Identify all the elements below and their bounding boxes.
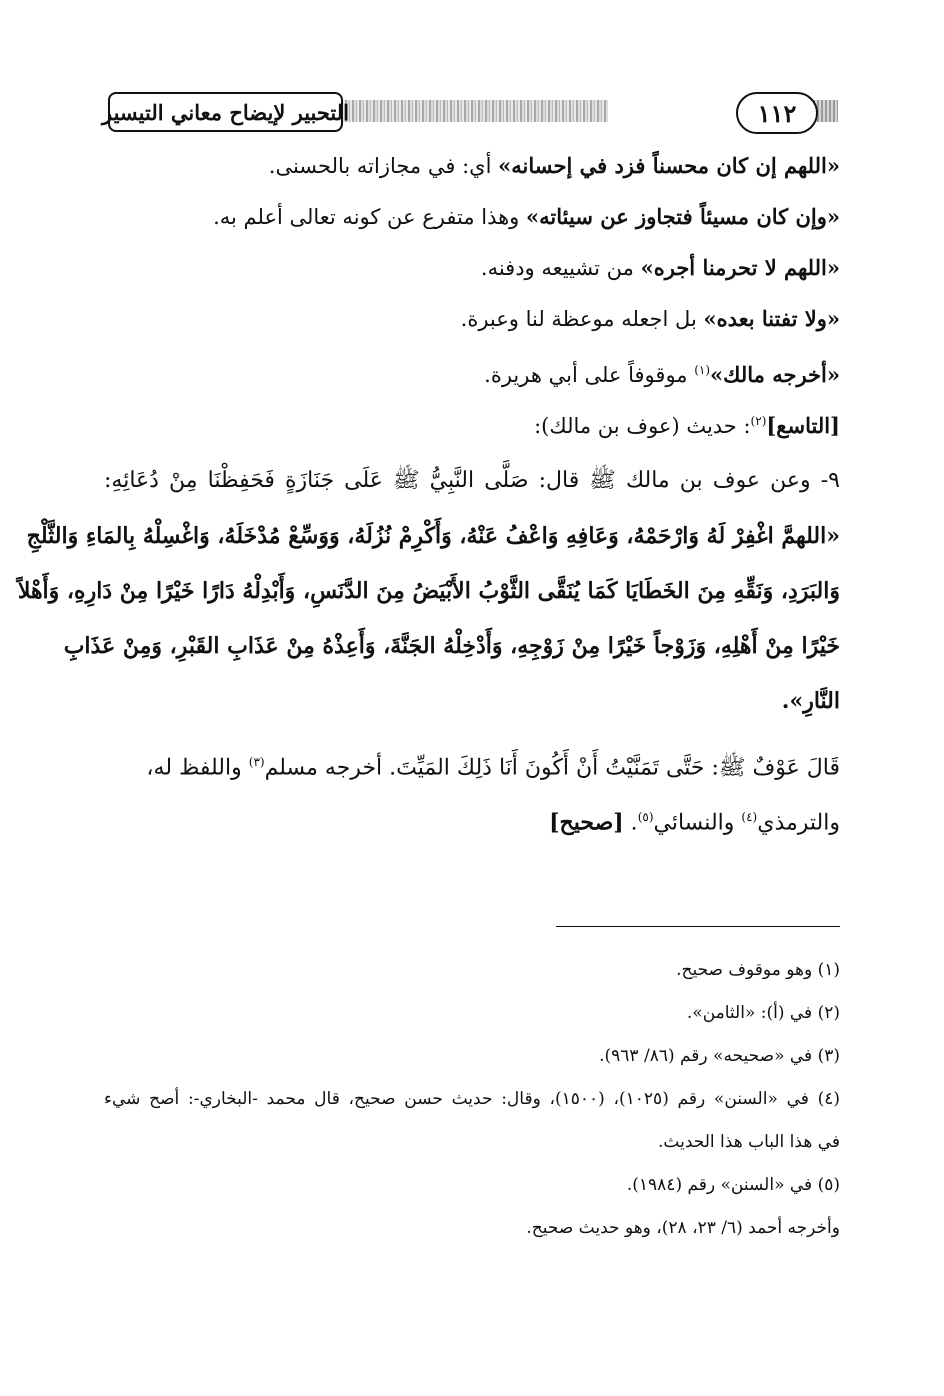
text-line	[104, 197, 840, 248]
footnote-ref: (٥)	[637, 810, 654, 824]
hadith-line: النَّارِ».	[781, 688, 840, 714]
section-heading	[104, 401, 840, 452]
hadith-quote: «أخرجه مالك»	[710, 362, 840, 387]
hadith-line: «اللهمَّ اغْفِرْ لَهُ وَارْحَمْهُ، وَعَافِهِ وَاعْفُ عَنْهُ، وَأَكْرِمْ نُزُلَهُ، وَوَسِّعْ مُدْخَلَهُ، وَاغْسِلْهُ بِالمَاءِ وَالثَّلْجِ	[26, 523, 840, 549]
footnote-ref: (٣)	[248, 755, 265, 769]
footnote: (١) وهو موقوف صحيح.	[676, 960, 840, 980]
hadith-quote: «ولا تفتنا بعده»	[703, 306, 840, 331]
grading-label: [صحيح]	[549, 809, 624, 836]
text-line	[104, 248, 840, 299]
text-line	[104, 299, 840, 350]
conclusion-text: والترمذي	[757, 810, 840, 836]
hadith-line: ٩- وعن عوف بن مالك ﷺ قال: صَلَّى النَّبِيُّ ﷺ عَلَى جَنَازَةٍ فَحَفِظْنَا مِنْ دُعَائِهِ:	[104, 468, 840, 493]
footnote: وأخرجه أحمد (٦/ ٢٣، ٢٨)، وهو حديث صحيح.	[526, 1218, 840, 1238]
footnote: (٤) في «السنن» رقم (١٠٢٥)، (١٥٠٠)، وقال: حديث حسن صحيح، قال محمد -البخاري-: أصح شيء	[104, 1089, 841, 1109]
commentary: من تشييعه ودفنه.	[480, 256, 641, 280]
book-title: التحبير لإيضاح معاني التيسير	[108, 92, 343, 132]
commentary: موقوفاً على أبي هريرة.	[484, 363, 695, 387]
hadith-quote: «اللهم إن كان محسناً فزد في إحسانه»	[498, 153, 840, 178]
footnote-continuation: في هذا الباب هذا الحديث.	[658, 1132, 840, 1152]
footnote-ref: (٤)	[741, 810, 758, 824]
hadith-quote: «اللهم لا تحرمنا أجره»	[640, 255, 840, 280]
conclusion-text: والنسائي	[653, 810, 742, 836]
footnote: (٢) في (أ): «الثامن».	[686, 1003, 840, 1023]
text-line	[104, 350, 840, 401]
hadith-line: وَالبَرَدِ، وَنَقِّهِ مِنَ الخَطَايَا كَمَا يُنَقَّى الثَّوْبُ الأَبْيَضُ مِنَ الدَّنَسِ، وَأَبْدِلْهُ دَارًا خَيْرًا مِنْ دَارِهِ، وَأَهْلاً	[17, 578, 840, 604]
footnote-ref: (٢)	[750, 414, 767, 428]
hadith-quote: «وإن كان مسيئاً فتجاوز عن سيئاته»	[526, 204, 840, 229]
commentary: أي: في مجازاته بالحسنى.	[268, 154, 499, 178]
footnote: (٥) في «السنن» رقم (١٩٨٤).	[626, 1175, 840, 1195]
conclusion-text: .	[623, 810, 638, 836]
footnote-ref: (١)	[694, 363, 711, 377]
hadith-conclusion	[104, 739, 840, 849]
commentary: بل اجعله موعظة لنا وعبرة.	[460, 307, 704, 331]
hadith-line: خَيْرًا مِنْ أَهْلِهِ، وَزَوْجاً خَيْرًا مِنْ زَوْجِهِ، وَأَدْخِلْهُ الجَنَّةَ، وَأَعِذْهُ مِنْ عَذَابِ القَبْرِ، وَمِنْ عَذَابِ	[63, 633, 840, 659]
page-header	[102, 90, 838, 142]
conclusion-text: واللفظ له،	[146, 755, 249, 781]
conclusion-text: قَالَ عَوْفٌ ﷺ: حَتَّى تَمَنَّيْتُ أَنْ أَكُونَ أَنَا ذَلِكَ المَيِّتَ. أخرجه مسلم	[264, 755, 840, 781]
section-subtitle: : حديث (عوف بن مالك):	[534, 414, 751, 438]
text-line	[104, 146, 840, 197]
conclusion-line	[104, 794, 840, 849]
hadith-paragraph	[17, 458, 840, 733]
conclusion-line	[104, 739, 840, 794]
footnotes	[104, 950, 840, 1251]
main-text	[17, 146, 840, 849]
section-label: [التاسع]	[766, 413, 840, 438]
page-number: ١١٢	[736, 92, 818, 134]
footnote: (٣) في «صحيحه» رقم (٨٦/ ٩٦٣).	[599, 1046, 840, 1066]
commentary: وهذا متفرع عن كونه تعالى أعلم به.	[213, 205, 527, 229]
footnote-separator	[556, 926, 840, 927]
